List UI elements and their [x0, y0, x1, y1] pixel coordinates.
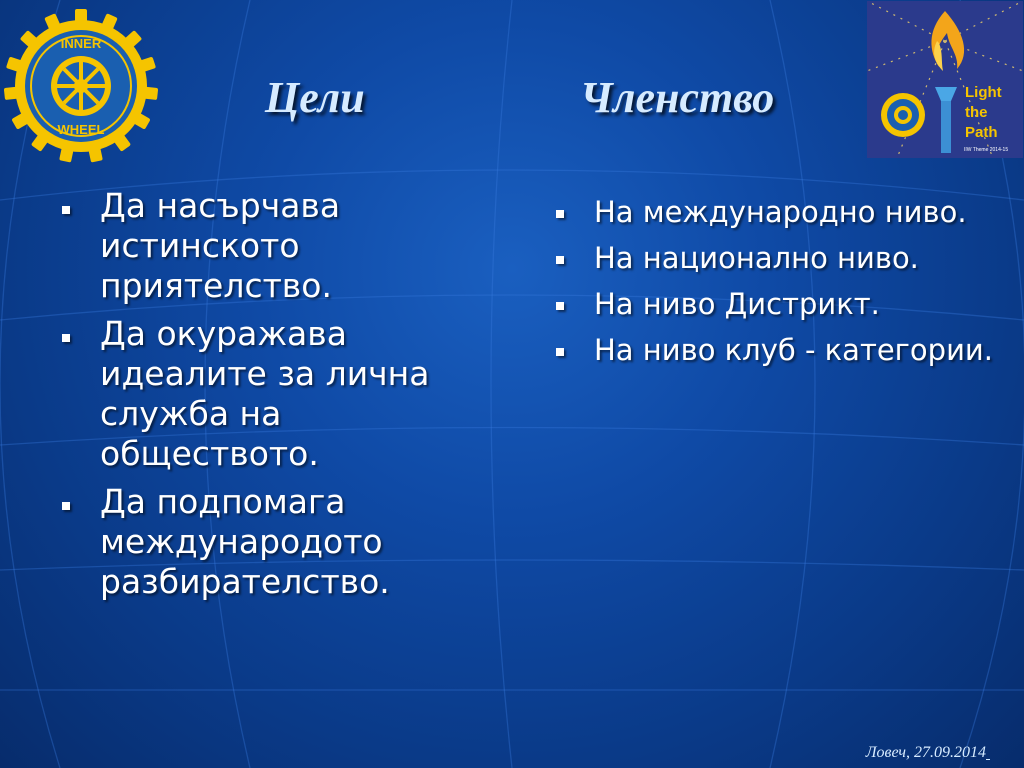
list-item — [556, 331, 996, 369]
bullet-icon — [556, 256, 564, 264]
list-item — [62, 482, 502, 602]
inner-wheel-logo — [3, 8, 159, 164]
goal-text: Да окуражава идеалите за лична служба на обществото. — [100, 314, 430, 473]
goal-text: Да насърчава истинското приятелство. — [100, 186, 341, 305]
membership-text: На ниво Дистрикт. — [594, 287, 880, 321]
membership-list — [556, 193, 996, 377]
bullet-icon — [556, 210, 564, 218]
footer-underline — [986, 759, 990, 760]
list-item — [556, 193, 996, 231]
logo-text-the: the — [965, 104, 988, 121]
title-goals: Цели — [265, 73, 365, 122]
goal-text: Да подпомага международото разбирателство. — [100, 482, 390, 601]
logo-text-path: Path — [965, 124, 998, 141]
bullet-icon — [62, 502, 70, 510]
list-item — [556, 239, 996, 277]
bullet-icon — [556, 348, 564, 356]
logo-small-text: IIW Theme 2014-15 — [964, 147, 1009, 153]
logo-text-light: Light — [965, 84, 1002, 101]
title-membership: Членство — [580, 73, 775, 122]
bullet-icon — [62, 334, 70, 342]
bullet-icon — [62, 206, 70, 214]
light-the-path-logo — [867, 1, 1023, 158]
list-item — [62, 314, 502, 474]
membership-text: На ниво клуб - категории. — [594, 333, 993, 367]
logo-bottom-text: WHEEL — [57, 122, 105, 137]
membership-text: На национално ниво. — [594, 241, 919, 275]
list-item — [62, 186, 502, 306]
membership-text: На международно ниво. — [594, 195, 967, 229]
bullet-icon — [556, 302, 564, 310]
list-item — [556, 285, 996, 323]
goals-list — [62, 186, 502, 610]
footer-date: Ловеч, 27.09.2014 — [865, 744, 986, 761]
logo-top-text: INNER — [60, 36, 102, 51]
